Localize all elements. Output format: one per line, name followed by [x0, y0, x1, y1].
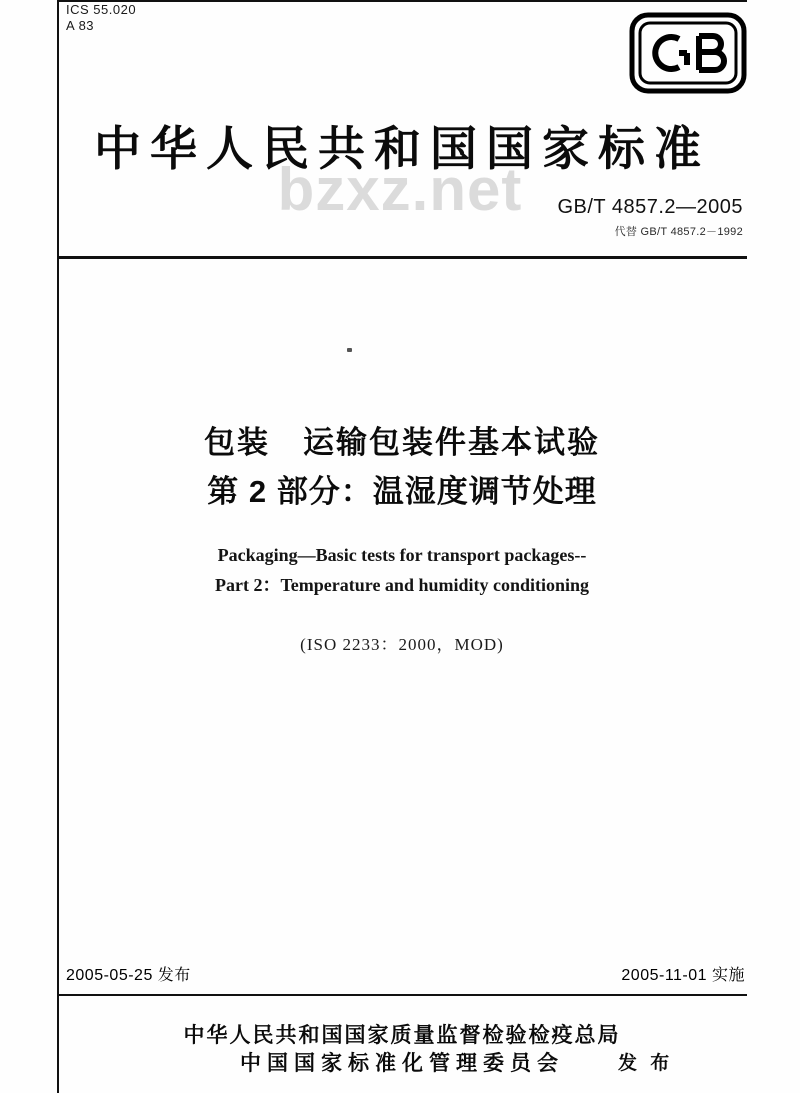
iso-reference: (ISO 2233：2000，MOD) — [300, 635, 504, 654]
gb-logo-icon — [629, 12, 747, 94]
issuer-line1: 中华人民共和国国家质量监督检验检疫总局 — [183, 1024, 621, 1047]
title-chinese-line1: 包装 运输包装件基本试验 — [204, 425, 600, 460]
implementation-date: 2005-11-01 实施 — [621, 967, 745, 984]
standard-number: GB/T 4857.2—2005 — [557, 196, 743, 218]
issue-label: 发 布 — [618, 1053, 674, 1074]
title-english-line2: Part 2：Temperature and humidity conditioning — [214, 575, 590, 595]
header-divider-rule — [57, 256, 747, 259]
page-title: 中华人民共和国国家标准 — [94, 122, 710, 175]
title-english — [57, 540, 747, 600]
watermark-text: bzxz.net — [277, 156, 523, 223]
issue-date: 2005-05-25 发布 — [66, 967, 191, 984]
top-border-rule — [57, 0, 747, 2]
footer-divider-rule — [57, 994, 747, 996]
title-english-line1: Packaging—Basic tests for transport packages-- — [217, 545, 587, 565]
class-code: A 83 — [66, 18, 95, 33]
ics-code: ICS 55.020 — [66, 2, 137, 17]
ics-classification-block — [66, 2, 136, 34]
title-chinese — [57, 418, 747, 516]
date-row — [57, 962, 747, 990]
title-chinese-line2: 第 2 部分：温湿度调节处理 — [207, 474, 597, 509]
standard-replaces: 代替 GB/T 4857.2－1992 — [614, 226, 743, 238]
issuer-line2: 中国国家标准化管理委员会 — [240, 1052, 564, 1075]
standard-number-block — [557, 196, 743, 239]
center-dot-mark — [347, 348, 352, 352]
